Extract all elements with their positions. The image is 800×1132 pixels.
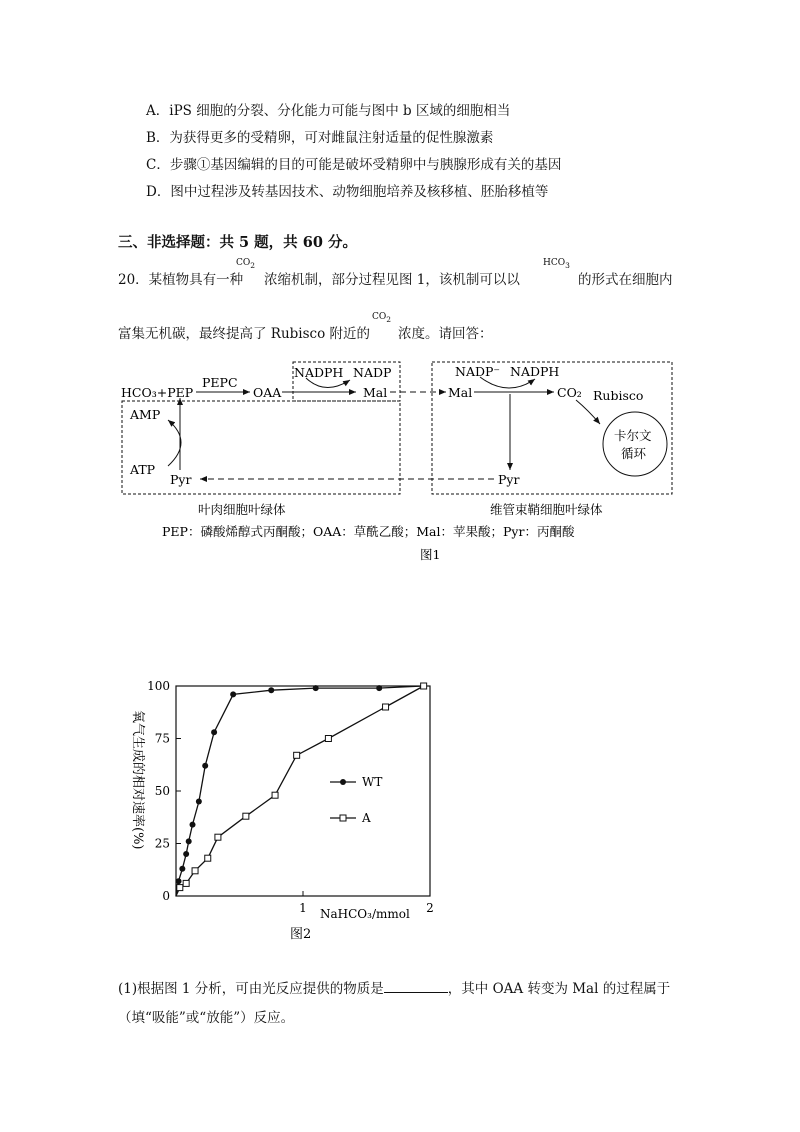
point-A-1 bbox=[183, 880, 189, 886]
point-A-6 bbox=[272, 792, 278, 798]
figure-1-legend: PEP：磷酸烯醇式丙酮酸；OAA：草酰乙酸；Mal：苹果酸；Pyr：丙酮酸 bbox=[162, 524, 575, 539]
rubisco-label: Rubisco bbox=[593, 388, 644, 403]
amp-label: AMP bbox=[130, 407, 161, 422]
y-tick-label-3: 75 bbox=[154, 731, 170, 746]
question-1-line-1 bbox=[118, 977, 670, 997]
hco3-pep-label: HCO₃+PEP bbox=[121, 385, 194, 400]
bundle-sheath-caption: 维管束鞘细胞叶绿体 bbox=[490, 502, 603, 517]
oaa-label: OAA bbox=[253, 385, 282, 400]
pyr-right-label: Pyr bbox=[498, 472, 520, 487]
nadph-right-label: NADPH bbox=[510, 364, 560, 379]
option-b: B．为获得更多的受精卵，可对雌鼠注射适量的促性腺激素 bbox=[146, 130, 494, 146]
nadp-label: NADP bbox=[353, 365, 392, 380]
legend-label-A: A bbox=[362, 811, 371, 825]
x-tick-label-0: 1 bbox=[299, 901, 307, 915]
calvin-label-1: 卡尔文 bbox=[614, 428, 652, 443]
pepc-label: PEPC bbox=[202, 375, 238, 390]
point-WT-6 bbox=[202, 763, 208, 769]
question-1-text-c: （填“吸能”或“放能”）反应。 bbox=[118, 1010, 295, 1026]
question-1-text-a: (1)根据图 1 分析，可由光反应提供的物质是 bbox=[118, 981, 384, 997]
point-WT-11 bbox=[376, 685, 382, 691]
series-line-A bbox=[176, 686, 424, 896]
section-heading: 三、非选择题：共 5 题，共 60 分。 bbox=[118, 234, 357, 251]
q20-text-4: 富集无机碳，最终提高了 Rubisco 附近的 bbox=[118, 326, 371, 342]
point-WT-1 bbox=[179, 866, 185, 872]
point-WT-5 bbox=[196, 799, 202, 805]
point-WT-7 bbox=[211, 729, 217, 735]
point-A-5 bbox=[243, 813, 249, 819]
point-A-2 bbox=[192, 868, 198, 874]
option-d: D．图中过程涉及转基因技术、动物细胞培养及核移植、胚胎移植等 bbox=[146, 184, 549, 200]
figure-2-chart bbox=[120, 670, 450, 946]
nadp-plus-label: NADP⁻ bbox=[455, 364, 500, 379]
point-A-7 bbox=[294, 752, 300, 758]
atp-label: ATP bbox=[130, 462, 156, 477]
option-a: A．iPS 细胞的分裂、分化能力可能与图中 b 区域的细胞相当 bbox=[146, 103, 511, 119]
q20-text-3: 的形式在细胞内 bbox=[578, 272, 673, 288]
chart-frame bbox=[176, 686, 430, 896]
mal-left-label: Mal bbox=[363, 385, 388, 400]
y-tick-label-4: 100 bbox=[147, 679, 170, 693]
question-1-text-b: ，其中 OAA 转变为 Mal 的过程属于 bbox=[447, 981, 671, 997]
legend-marker-A bbox=[340, 815, 346, 821]
nadph-label: NADPH bbox=[294, 365, 344, 380]
q20-co2-formula: $CO_2$ bbox=[236, 258, 256, 270]
point-WT-9 bbox=[268, 687, 274, 693]
answer-blank[interactable] bbox=[384, 980, 448, 993]
y-tick-label-2: 50 bbox=[154, 784, 170, 798]
point-WT-10 bbox=[313, 685, 319, 691]
mesophyll-caption: 叶肉细胞叶绿体 bbox=[198, 502, 286, 517]
pyr-left-label: Pyr bbox=[170, 472, 192, 487]
y-tick-label-0: 0 bbox=[162, 889, 170, 903]
point-A-9 bbox=[383, 704, 389, 710]
y-tick-label-1: 25 bbox=[154, 836, 170, 851]
q20-text-5: 浓度。请回答： bbox=[398, 326, 493, 342]
q20-text-2: 浓缩机制，部分过程见图 1，该机制可以以 bbox=[264, 272, 520, 288]
legend-marker-WT bbox=[340, 779, 346, 785]
co2-label: CO₂ bbox=[557, 385, 582, 400]
point-A-4 bbox=[215, 834, 221, 840]
point-A-8 bbox=[325, 736, 331, 742]
point-WT-0 bbox=[176, 878, 182, 884]
point-WT-2 bbox=[183, 851, 189, 857]
calvin-cycle-circle bbox=[603, 412, 667, 476]
point-A-10 bbox=[421, 683, 427, 689]
point-WT-8 bbox=[230, 691, 236, 697]
point-A-3 bbox=[205, 855, 211, 861]
calvin-label-2: 循环 bbox=[621, 446, 647, 461]
figure-1-diagram bbox=[110, 352, 690, 572]
figure-1-label: 图1 bbox=[420, 547, 441, 562]
mesophyll-box-lower bbox=[122, 401, 400, 494]
q20-hco3-formula: $HCO_3$ bbox=[543, 258, 570, 270]
y-axis-label: 氧气生成的相对速率(%) bbox=[130, 710, 145, 850]
x-tick-label-1: 2 bbox=[426, 901, 434, 915]
point-WT-3 bbox=[186, 838, 192, 844]
legend-label-WT: WT bbox=[362, 775, 383, 789]
series-line-WT bbox=[176, 686, 424, 896]
x-axis-label: NaHCO₃/mmol bbox=[320, 907, 410, 921]
point-A-0 bbox=[177, 885, 183, 891]
q20-co2-formula-2: $CO_2$ bbox=[372, 312, 392, 324]
figure-2-label: 图2 bbox=[290, 927, 312, 942]
option-c: C．步骤①基因编辑的目的可能是破坏受精卵中与胰腺形成有关的基因 bbox=[146, 157, 562, 173]
q20-text-1: 20．某植物具有一种 bbox=[118, 272, 244, 288]
mal-right-label: Mal bbox=[448, 385, 473, 400]
point-WT-4 bbox=[190, 822, 196, 828]
